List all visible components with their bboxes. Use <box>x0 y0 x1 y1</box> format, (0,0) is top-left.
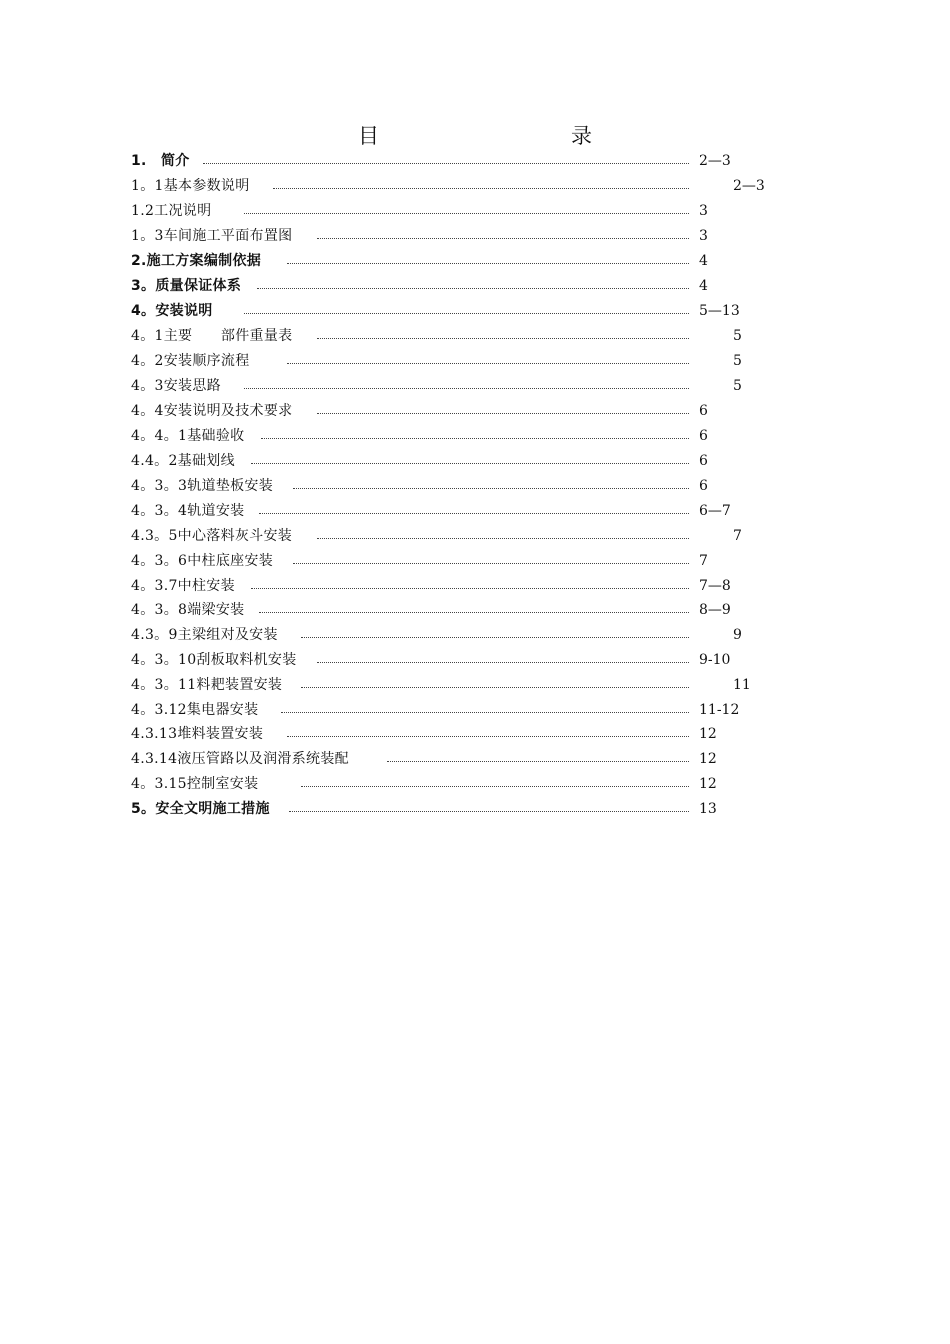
toc-entry[interactable] <box>131 249 791 273</box>
toc-entry[interactable] <box>131 698 791 722</box>
toc-leader <box>293 563 689 564</box>
toc-entry-label: 4。4。1基础验收 <box>131 428 245 444</box>
toc-entry[interactable] <box>131 549 791 573</box>
toc-entry[interactable] <box>131 722 791 746</box>
toc-entry-label: 4。4安装说明及技术要求 <box>131 403 293 419</box>
toc-entry-label: 4.3。5中心落料灰斗安装 <box>131 528 293 544</box>
toc-entry[interactable] <box>131 747 791 771</box>
page-title: 目 录 <box>358 124 642 148</box>
toc-leader <box>317 413 689 414</box>
toc-entry-page: 5—13 <box>699 303 740 319</box>
toc-entry-page: 6 <box>699 478 708 494</box>
toc-entry-page: 8—9 <box>699 602 731 618</box>
toc-entry[interactable] <box>131 524 791 548</box>
toc-entry-label: 4。3。3轨道垫板安装 <box>131 478 274 494</box>
toc-entry-label: 4。2安装顺序流程 <box>131 353 250 369</box>
toc-entry[interactable] <box>131 797 791 821</box>
toc-leader <box>317 662 689 663</box>
toc-entry-label: 1。3车间施工平面布置图 <box>131 228 293 244</box>
toc-entry[interactable] <box>131 299 791 323</box>
toc-entry[interactable] <box>131 174 791 198</box>
toc-leader <box>259 612 689 613</box>
toc-entry-label: 4.3.14液压管路以及润滑系统装配 <box>131 751 349 767</box>
toc-entry-label: 2.施工方案编制依据 <box>131 253 262 269</box>
toc-entry[interactable] <box>131 574 791 598</box>
toc-leader <box>317 338 689 339</box>
toc-entry-label: 4。3安装思路 <box>131 378 221 394</box>
toc-entry-label: 4。3.7中柱安装 <box>131 578 235 594</box>
toc-entry-page: 9 <box>733 627 742 643</box>
toc-entry-page: 3 <box>699 228 708 244</box>
toc-entry[interactable] <box>131 349 791 373</box>
toc-leader <box>287 263 689 264</box>
toc-entry[interactable] <box>131 324 791 348</box>
toc-entry[interactable] <box>131 374 791 398</box>
toc-leader <box>301 786 689 787</box>
toc-entry-page: 11-12 <box>699 702 740 718</box>
toc-leader <box>317 538 689 539</box>
toc-entry[interactable] <box>131 648 791 672</box>
toc-entry-label: 1。1基本参数说明 <box>131 178 250 194</box>
toc-leader <box>244 213 689 214</box>
toc-leader <box>244 388 689 389</box>
toc-entry-page: 4 <box>699 253 708 269</box>
toc-entry[interactable] <box>131 424 791 448</box>
toc-entry-page: 6 <box>699 428 708 444</box>
toc-entry-page: 6 <box>699 403 708 419</box>
toc-entry-label: 4。3。8端梁安装 <box>131 602 245 618</box>
toc-entry-label: 4。安装说明 <box>131 303 213 319</box>
toc-entry-label: 4.3.13堆料装置安装 <box>131 726 264 742</box>
toc-entry-label: 4。3。4轨道安装 <box>131 503 245 519</box>
toc-entry-page: 5 <box>733 378 742 394</box>
toc-leader <box>287 736 689 737</box>
toc-leader <box>293 488 689 489</box>
toc-entry-page: 11 <box>733 677 751 693</box>
toc-entry-page: 5 <box>733 328 742 344</box>
toc-entry-label: 5。安全文明施工措施 <box>131 801 270 817</box>
toc-leader <box>273 188 689 189</box>
toc-entry-page: 3 <box>699 203 708 219</box>
toc-entry[interactable] <box>131 474 791 498</box>
toc-entry-label: 4。1主要 部件重量表 <box>131 328 293 344</box>
toc-entry-page: 7 <box>699 553 708 569</box>
toc-entry-page: 12 <box>699 776 717 792</box>
toc-entry-label: 4。3。10刮板取料机安装 <box>131 652 297 668</box>
toc-entry-label: 4。3。11料耙装置安装 <box>131 677 283 693</box>
toc-leader <box>301 687 689 688</box>
toc-entry-page: 6 <box>699 453 708 469</box>
toc-entry[interactable] <box>131 673 791 697</box>
toc-leader <box>259 513 689 514</box>
toc-leader <box>287 363 689 364</box>
toc-leader <box>317 238 689 239</box>
toc-leader <box>257 288 689 289</box>
toc-entry-label: 4。3.12集电器安装 <box>131 702 259 718</box>
toc-leader <box>301 637 689 638</box>
toc-leader <box>387 761 689 762</box>
toc-entry-page: 9-10 <box>699 652 731 668</box>
toc-entry[interactable] <box>131 449 791 473</box>
toc-entry-page: 6—7 <box>699 503 731 519</box>
toc-entry-page: 13 <box>699 801 717 817</box>
toc-entry[interactable] <box>131 274 791 298</box>
toc-entry-page: 12 <box>699 726 717 742</box>
toc-leader <box>289 811 689 812</box>
toc-entry-page: 12 <box>699 751 717 767</box>
toc-entry-page: 2—3 <box>733 178 765 194</box>
toc-leader <box>261 438 689 439</box>
toc-leader <box>203 163 689 164</box>
toc-entry[interactable] <box>131 399 791 423</box>
toc-leader <box>251 463 689 464</box>
toc-leader <box>251 588 689 589</box>
toc-entry-page: 4 <box>699 278 708 294</box>
toc-entry-label: 4。3。6中柱底座安装 <box>131 553 274 569</box>
toc-entry-label: 4.3。9主梁组对及安装 <box>131 627 278 643</box>
toc-entry[interactable] <box>131 499 791 523</box>
toc-leader <box>244 313 689 314</box>
toc-leader <box>281 712 689 713</box>
toc-entry-label: 4.4。2基础划线 <box>131 453 235 469</box>
toc-entry-label: 4。3.15控制室安装 <box>131 776 259 792</box>
toc-entry[interactable] <box>131 199 791 223</box>
toc-entry[interactable] <box>131 149 791 173</box>
toc-entry[interactable] <box>131 598 791 622</box>
toc-entry-page: 7—8 <box>699 578 731 594</box>
toc-entry-page: 2—3 <box>699 153 731 169</box>
toc-entry[interactable] <box>131 623 791 647</box>
toc-entry-label: 3。质量保证体系 <box>131 278 242 294</box>
toc-entry-page: 7 <box>733 528 742 544</box>
toc-entry[interactable] <box>131 224 791 248</box>
toc-entry-label: 1.2工况说明 <box>131 203 212 219</box>
toc-entry-page: 5 <box>733 353 742 369</box>
toc-entry[interactable] <box>131 772 791 796</box>
toc-entry-label: 1. 简介 <box>131 153 190 169</box>
